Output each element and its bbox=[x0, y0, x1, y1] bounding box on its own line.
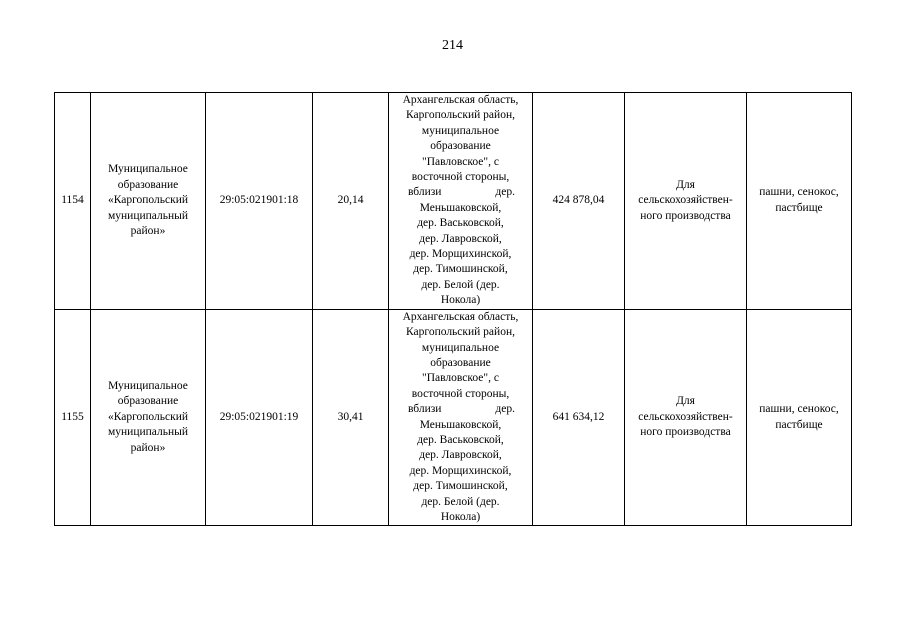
address-line: дер. Морщихинской, bbox=[409, 248, 512, 261]
page-number: 214 bbox=[442, 38, 463, 53]
cadastral-cost-cell: 641 634,12 bbox=[533, 309, 625, 526]
owner-cell: Муниципальное образование «Каргопольский муниципальный район» bbox=[91, 93, 206, 310]
address-line: Архангельская область, bbox=[402, 310, 519, 323]
address-line: дер. Белой (дер. bbox=[421, 495, 500, 508]
address-line: дер. Лавровской, bbox=[419, 232, 502, 245]
address-line: Нокола) bbox=[440, 510, 481, 523]
area-cell: 30,41 bbox=[313, 309, 389, 526]
land-usage-cell: пашни, сенокос, пастбище bbox=[747, 309, 852, 526]
table-row bbox=[55, 309, 852, 526]
cadastral-cost-cell: 424 878,04 bbox=[533, 93, 625, 310]
address-word: дер. bbox=[495, 186, 515, 199]
address-line: дер. Белой (дер. bbox=[421, 278, 500, 291]
address-line: дер. Васьковской, bbox=[417, 217, 504, 230]
address-line: дер. Тимошинской, bbox=[413, 480, 508, 493]
land-category-cell: Для сельскохозяйствен- ного производства bbox=[625, 309, 747, 526]
row-number-cell: 1154 bbox=[55, 93, 91, 310]
address-cell bbox=[389, 309, 533, 526]
cadastral-number-cell: 29:05:021901:19 bbox=[206, 309, 313, 526]
table-row bbox=[55, 93, 852, 310]
address-line: муниципальное bbox=[421, 124, 500, 137]
address-line: дер. Морщихинской, bbox=[409, 464, 512, 477]
address-line: восточной стороны, bbox=[411, 171, 510, 184]
address-line: дер. Васьковской, bbox=[417, 433, 504, 446]
address-line: дер. Лавровской, bbox=[419, 449, 502, 462]
owner-cell: Муниципальное образование «Каргопольский муниципальный район» bbox=[91, 309, 206, 526]
table-body bbox=[55, 93, 852, 526]
address-line bbox=[392, 185, 529, 200]
address-line bbox=[392, 402, 529, 417]
address-line: муниципальное bbox=[421, 341, 500, 354]
address-line: образование bbox=[430, 356, 491, 369]
address-line: Нокола) bbox=[440, 294, 481, 307]
address-line: Каргопольский район, bbox=[406, 326, 515, 339]
row-number-cell: 1155 bbox=[55, 309, 91, 526]
address-line: образование bbox=[430, 140, 491, 153]
address-line: восточной стороны, bbox=[411, 387, 510, 400]
address-word: вблизи bbox=[408, 403, 442, 416]
address-line: Меньшаковской, bbox=[419, 201, 502, 214]
address-line: "Павловское", с bbox=[422, 372, 499, 385]
cadastral-number-cell: 29:05:021901:18 bbox=[206, 93, 313, 310]
land-category-cell: Для сельскохозяйствен- ного производства bbox=[625, 93, 747, 310]
address-line: дер. Тимошинской, bbox=[413, 263, 508, 276]
address-line: Архангельская область, bbox=[402, 94, 519, 106]
land-usage-cell: пашни, сенокос, пастбище bbox=[747, 93, 852, 310]
address-cell bbox=[389, 93, 533, 310]
land-plots-table bbox=[54, 92, 852, 526]
area-cell: 20,14 bbox=[313, 93, 389, 310]
address-word: вблизи bbox=[408, 186, 442, 199]
address-word: дер. bbox=[495, 403, 515, 416]
address-line: Меньшаковской, bbox=[419, 418, 502, 431]
address-line: "Павловское", с bbox=[422, 155, 499, 168]
address-line: Каргопольский район, bbox=[406, 109, 515, 122]
